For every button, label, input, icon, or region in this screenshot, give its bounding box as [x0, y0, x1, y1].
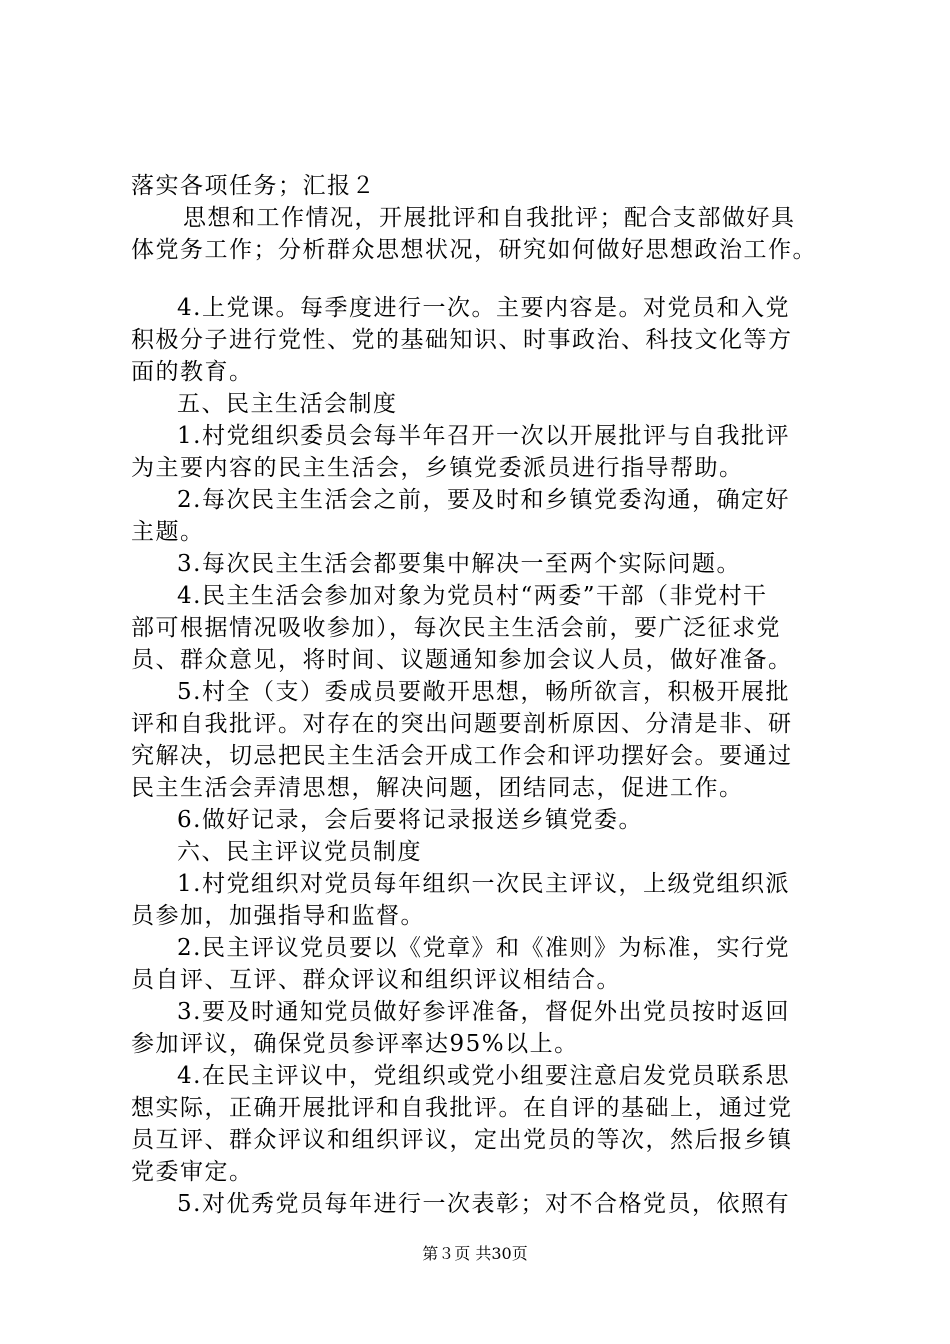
text-line: 员互评、群众评议和组织评议，定出党员的等次，然后报乡镇 [131, 1127, 793, 1153]
text-line: 5.对优秀党员每年进行一次表彰；对不合格党员，依照有 [177, 1191, 790, 1217]
text-line: 思想和工作情况，开展批评和自我批评；配合支部做好具 [183, 205, 796, 231]
section-heading: 六、民主评议党员制度 [177, 839, 422, 865]
text-line: 参加评议，确保党员参评率达95%以上。 [131, 1031, 579, 1057]
text-line: 5.村全（支）委成员要敞开思想，畅所欲言，积极开展批 [177, 679, 790, 705]
text-line: 想实际，正确开展批评和自我批评。在自评的基础上，通过党 [131, 1095, 793, 1121]
text-line: 员参加，加强指导和监督。 [131, 903, 425, 929]
text-line: 4.上党课。每季度进行一次。主要内容是。对党员和入党 [177, 295, 790, 321]
text-line: 员、群众意见，将时间、议题通知参加会议人员，做好准备。 [131, 647, 793, 673]
text-line: 党委审定。 [131, 1159, 254, 1185]
text-line: 积极分子进行党性、党的基础知识、时事政治、科技文化等方 [131, 327, 793, 353]
text-line: 究解决，切忌把民主生活会开成工作会和评功摆好会。要通过 [131, 743, 793, 769]
paragraph-gap [131, 266, 841, 292]
text-line: 1.村党组织对党员每年组织一次民主评议，上级党组织派 [177, 871, 790, 897]
text-line: 2.民主评议党员要以《党章》和《准则》为标准，实行党 [177, 935, 790, 961]
text-line: 体党务工作；分析群众思想状况，研究如何做好思想政治工作。 [131, 237, 817, 263]
text-line: 4.民主生活会参加对象为党员村“两委”干部（非党村干 [177, 583, 768, 609]
text-line: 2.每次民主生活会之前，要及时和乡镇党委沟通，确定好 [177, 487, 790, 513]
text-line: 3.要及时通知党员做好参评准备，督促外出党员按时返回 [177, 999, 790, 1025]
text-line: 3.每次民主生活会都要集中解决一至两个实际问题。 [177, 551, 741, 577]
text-line: 民主生活会弄清思想，解决问题，团结同志，促进工作。 [131, 775, 744, 801]
document-body [131, 170, 841, 1220]
text-line: 落实各项任务；汇报２ [131, 173, 376, 199]
text-line: 评和自我批评。对存在的突出问题要剖析原因、分清是非、研 [131, 711, 793, 737]
text-line: 6.做好记录，会后要将记录报送乡镇党委。 [177, 807, 643, 833]
text-line: 面的教育。 [131, 359, 254, 385]
text-line: 4.在民主评议中，党组织或党小组要注意启发党员联系思 [177, 1063, 790, 1089]
text-line: 员自评、互评、群众评议和组织评议相结合。 [131, 967, 621, 993]
text-line: 1.村党组织委员会每半年召开一次以开展批评与自我批评 [177, 423, 790, 449]
text-line: 主题。 [131, 519, 205, 545]
page-number-footer: 第３页 共30页 [422, 1244, 528, 1263]
section-heading: 五、民主生活会制度 [177, 391, 398, 417]
text-line: 为主要内容的民主生活会，乡镇党委派员进行指导帮助。 [131, 455, 744, 481]
text-line: 部可根据情况吸收参加），每次民主生活会前，要广泛征求党 [131, 615, 781, 641]
